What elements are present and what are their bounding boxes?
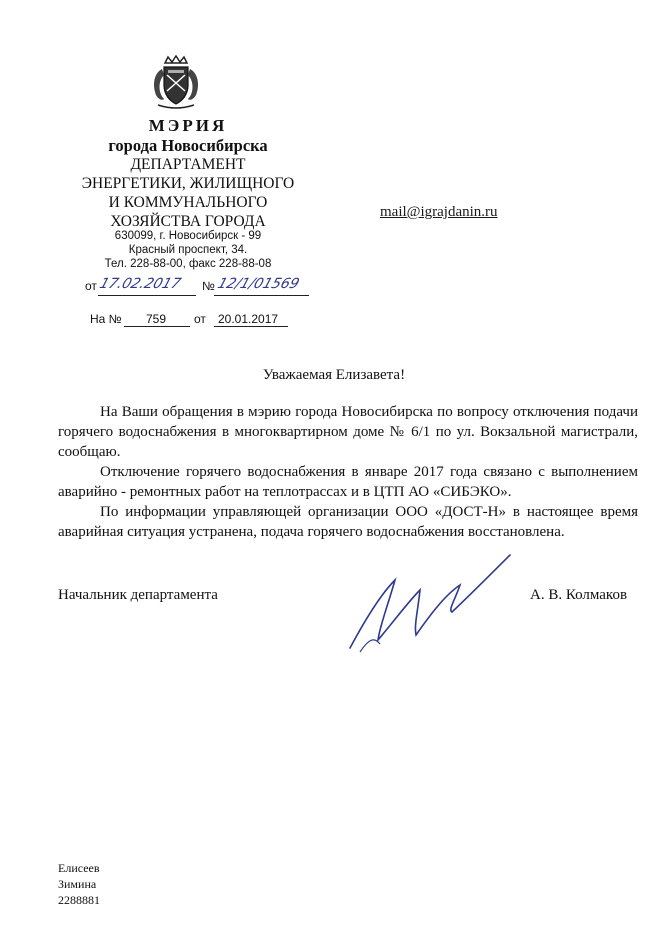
- reg-from-label: от: [85, 279, 97, 293]
- letter-body: [58, 402, 638, 542]
- signer-title: Начальник департамента: [58, 587, 218, 603]
- dept-line-4: ХОЗЯЙСТВА ГОРОДА: [110, 213, 266, 230]
- org-title: МЭРИЯ: [148, 116, 228, 135]
- dept-line-1: ДЕПАРТАМЕНТ: [130, 156, 246, 173]
- paragraph-1: На Ваши обращения в мэрию города Новосибирска по вопросу отключения подачи горячего водоснабжения в многоквартирном доме № 6/1 по ул. Вокзальной магистрали, сообщаю.: [58, 404, 638, 460]
- reg-date-underline: [98, 295, 196, 296]
- footer-line-3: 2288881: [58, 893, 100, 907]
- ref-na-label: На №: [90, 312, 122, 326]
- reg-number-label: №: [202, 279, 215, 293]
- dept-line-2: ЭНЕРГЕТИКИ, ЖИЛИЩНОГО: [81, 175, 295, 192]
- footer-executor: [58, 860, 100, 908]
- paragraph-3: По информации управляющей организации ООО «ДОСТ-Н» в настоящее время аварийная ситуация устранена, подача горячего водоснабжения восстановлена.: [58, 504, 638, 540]
- reg-number: 12/1/01569: [215, 276, 302, 292]
- salutation: Уважаемая Елизавета!: [262, 367, 406, 383]
- address-line-2: Красный проспект, 34.: [128, 244, 248, 256]
- ref-date: 20.01.2017: [218, 312, 279, 326]
- signature-graphic: [340, 540, 520, 660]
- ref-number: 759: [146, 312, 167, 326]
- coat-of-arms-icon: [148, 55, 204, 111]
- paragraph-2: Отключение горячего водоснабжения в январе 2017 года связано с выполнением аварийно - ремонтных работ на теплотрассах и в ЦТП АО «СИБЭКО».: [58, 464, 638, 500]
- dept-line-3: И КОММУНАЛЬНОГО: [108, 194, 268, 211]
- org-city: города Новосибирска: [108, 136, 268, 155]
- reg-date: 17.02.2017: [97, 276, 183, 292]
- signer-name: А. В. Колмаков: [530, 587, 628, 603]
- ref-date-underline: [214, 326, 288, 327]
- reg-number-underline: [214, 295, 309, 296]
- footer-line-1: Елисеев: [58, 861, 100, 875]
- ref-number-underline: [124, 326, 190, 327]
- recipient-email: mail@igrajdanin.ru: [380, 204, 498, 220]
- footer-line-2: Зимина: [58, 877, 97, 891]
- address-line-3: Тел. 228-88-00, факс 228-88-08: [104, 258, 272, 270]
- address-line-1: 630099, г. Новосибирск - 99: [114, 230, 262, 242]
- ref-from-label: от: [194, 312, 206, 326]
